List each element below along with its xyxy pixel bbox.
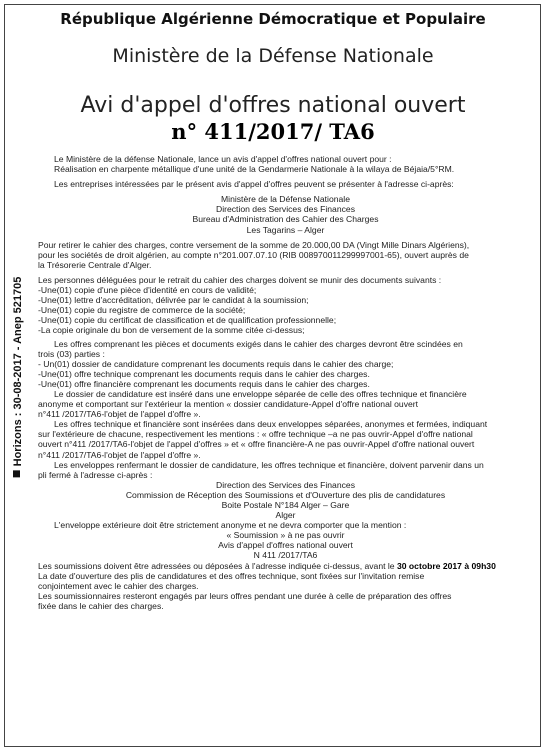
candidature-envelope-line: Le dossier de candidature est inséré dans une enveloppe séparée de celle des offres technique et financière — [54, 388, 467, 399]
envelope-mention: Avis d'appel d'offres national ouvert — [218, 540, 353, 551]
project-line: Réalisation en charpente métallique d'une unité de la Gendarmerie Nationale à la wilaya de Béjaia/5°RM. — [54, 164, 455, 175]
document-item: -Une(01) copie du certificat de classification et de qualification professionnelle; — [38, 315, 337, 326]
republic-heading: République Algérienne Démocratique et Populaire — [60, 10, 486, 28]
delivery-address: Direction des Services des Finances — [216, 479, 355, 490]
publication-reference: Horizons : 30-08-2017 - Anep 521705 — [12, 276, 24, 467]
address-line: Direction des Services des Finances — [216, 204, 355, 215]
fee-line: la Trésorerie Centrale d'Alger. — [38, 259, 152, 270]
notice-body — [38, 154, 533, 611]
offer-part: -Une(01) offre financière comprenant les documents requis dans le cahier des charges. — [38, 378, 370, 389]
address-line: Ministère de la Défense Nationale — [221, 194, 350, 205]
document-item: -Une(01) copie d'une pièce d'identité en cours de validité; — [38, 285, 257, 296]
document-item: -Une(01) lettre d'accréditation, délivrée par le candidat à la soumission; — [38, 295, 309, 306]
delivery-address: Boite Postale N°184 Alger – Gare — [221, 500, 350, 510]
offer-part: - Un(01) dossier de candidature comprenant les documents requis dans le cahier des charge; — [38, 358, 394, 369]
offers-envelope-line: ouvert n°411 /2017/TA6-l'objet de l'appel d'offres » et « offre financière-A ne pas ouvrir-Appel d'offre national ouvert — [38, 439, 475, 450]
document-item: -La copie originale du bon de versement de la somme citée ci-dessus; — [38, 325, 305, 336]
offers-envelope-line: Les offres technique et financière sont insérées dans deux enveloppes séparées, anonymes et fermées, indiquant — [54, 419, 488, 430]
offers-intro: trois (03) parties : — [38, 348, 105, 359]
outer-envelope-line: L'enveloppe extérieure doit être strictement anonyme et ne devra comporter que la mention : — [54, 520, 407, 531]
document-item: -Une(01) copie du registre de commerce de la société; — [38, 305, 246, 316]
address-line: Bureau d'Administration des Cahier des Charges — [192, 214, 379, 225]
candidature-envelope-line: anonyme et comportant sur l'extérieur la mention « dossier candidature-Appel d'offre national ouvert — [38, 399, 419, 410]
delivery-address: Alger — [275, 510, 296, 521]
notice-number: n° 411/2017/ TA6 — [171, 119, 375, 144]
delivery-line: pli fermé à l'adresse ci-après : — [38, 469, 153, 480]
envelope-mention: « Soumission » à ne pas ouvrir — [226, 530, 345, 541]
offers-envelope-line: sur l'extérieure de chacune, respectivement les mentions : « offre technique –a ne pas ouvrir-Appel d'offre national — [38, 429, 473, 440]
fee-line: pour les sociétés de droit algérien, au compte n°201.007.07.10 (RIB 008970011299997001-65), ouvert auprès de — [38, 249, 469, 260]
candidature-envelope-line: n°411 /2017/TA6-l'objet de l'appel d'offre ». — [38, 409, 201, 420]
validity-line: Les soumissionnaires resteront engagés par leurs offres pendant une durée à celle de préparation des offres — [38, 590, 452, 601]
address-line: Les Tagarins – Alger — [246, 224, 325, 235]
offer-part: -Une(01) offre technique comprenant les documents requis dans le cahier des charges. — [38, 368, 370, 379]
square-bullet-icon — [13, 470, 20, 477]
offers-intro: Les offres comprenant les pièces et documents exigés dans le cahier des charges devront être scindées en — [54, 338, 463, 349]
documents-intro: Les personnes déléguées pour le retrait du cahier des charges doivent se munir des documents suivants : — [38, 274, 442, 285]
validity-line: fixée dans le cahier des charges. — [38, 600, 164, 611]
fee-line: Pour retirer le cahier des charges, contre versement de la somme de 20.000,00 DA (Vingt Mille Dinars Algériens), — [38, 239, 470, 250]
envelope-mention: N 411 /2017/TA6 — [253, 550, 318, 561]
delivery-line: Les enveloppes renfermant le dossier de candidature, les offres technique et financière, doivent parvenir dans un — [54, 459, 484, 470]
companies-line: Les entreprises intéressées par le présent avis d'appel d'offres peuvent se présenter à l'adresse ci-après: — [54, 179, 454, 190]
ministry-heading: Ministère de la Défense Nationale — [112, 45, 434, 67]
deadline-line — [38, 561, 533, 571]
notice-title: Avi d'appel d'offres national ouvert — [80, 93, 466, 118]
intro-line: Le Ministère de la défense Nationale, lance un avis d'appel d'offres national ouvert pour : — [54, 154, 392, 164]
offers-envelope-line: n°411 /2017/TA6-l'objet de l'appel d'offre ». — [38, 449, 201, 460]
opening-line: La date d'ouverture des plis de candidatures et des offres technique, sont fixées sur l'invitation remise — [38, 570, 425, 581]
delivery-address: Commission de Réception des Soumissions et d'Ouverture des plis de candidatures — [125, 489, 446, 500]
deadline-text: Les soumissions doivent être adressées ou déposées à l'adresse indiquée ci-dessus, avant le — [38, 560, 397, 571]
deadline-date: 30 octobre 2017 à 09h30 — [396, 560, 496, 571]
side-label — [8, 262, 28, 492]
opening-line: conjointement avec le cahier des charges. — [38, 580, 199, 591]
